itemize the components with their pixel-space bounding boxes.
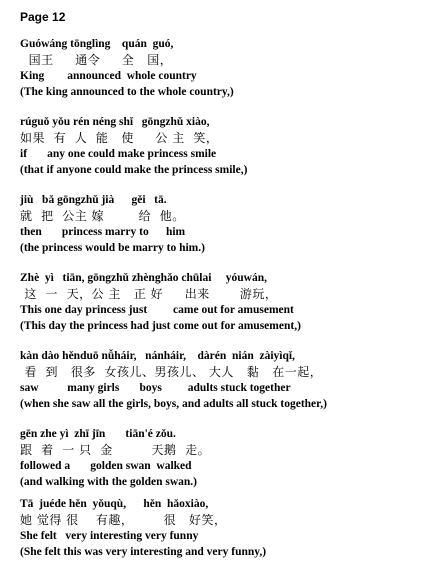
stanza-3 [20, 192, 205, 256]
stanza-2 [20, 114, 247, 178]
hanzi-line: 看 到 很多 女孩儿、男孩儿、 大人 黏 在一起， [20, 365, 323, 379]
hanzi-line: 国王 通令 全 国， [20, 53, 173, 67]
pinyin-line: Guówáng tōnglìng quán guó, [20, 38, 174, 50]
pinyin-line: jiù bǎ gōngzhǔ jià gěi tā. [20, 194, 167, 206]
translation-line: (The king announced to the whole country,) [20, 86, 234, 98]
gloss-line: saw many girls boys adults stuck together [20, 382, 291, 394]
pinyin-line: kàn dào hěnduō nǚháir, nánháir, dàrén nián zàiyìqǐ, [20, 350, 295, 362]
translation-line: (and walking with the golden swan.) [20, 476, 198, 488]
stanza-6 [20, 426, 210, 490]
page-number: Page 12 [20, 10, 66, 24]
stanza-4 [20, 270, 301, 334]
gloss-line: then princess marry to him [20, 226, 186, 238]
translation-line: (She felt this was very interesting and very funny,) [20, 546, 267, 558]
translation-line: (the princess would be marry to him.) [20, 242, 205, 254]
translation-line: (that if anyone could make the princess smile,) [20, 164, 248, 176]
stanza-7 [20, 496, 266, 560]
translation-line: (when she saw all the girls, boys, and adults all stuck together,) [20, 398, 327, 410]
pinyin-line: Tā juéde hěn yǒuqù, hěn hǎoxiào, [20, 498, 209, 510]
hanzi-line: 跟 着 一 只 金 天鹅 走。 [20, 443, 211, 457]
gloss-line: followed a golden swan walked [20, 460, 192, 472]
pinyin-line: gēn zhe yì zhī jīn tiān'é zǒu. [20, 428, 176, 440]
hanzi-line: 这 一 天，公 主 正 好 出来 游玩， [20, 287, 278, 301]
gloss-line: She felt very interesting very funny [20, 530, 199, 542]
gloss-line: King announced whole country [20, 70, 197, 82]
gloss-line: if any one could make princess smile [20, 148, 217, 160]
translation-line: (This day the princess had just come out for amusement,) [20, 320, 301, 332]
pinyin-line: Zhè yì tiān, gōngzhǔ zhènghǎo chūlai yóuwán, [20, 272, 267, 284]
pinyin-line: rúguǒ yǒu rén néng shǐ gōngzhǔ xiào, [20, 116, 210, 128]
stanza-5 [20, 348, 327, 412]
gloss-line: This one day princess just came out for amusement [20, 304, 294, 316]
hanzi-line: 她 觉得 很 有趣， 很 好笑， [20, 513, 227, 527]
hanzi-line: 如果 有 人 能 使 公 主 笑， [20, 131, 219, 145]
hanzi-line: 就 把 公主 嫁 给 他。 [20, 209, 185, 223]
stanza-1 [20, 36, 234, 100]
